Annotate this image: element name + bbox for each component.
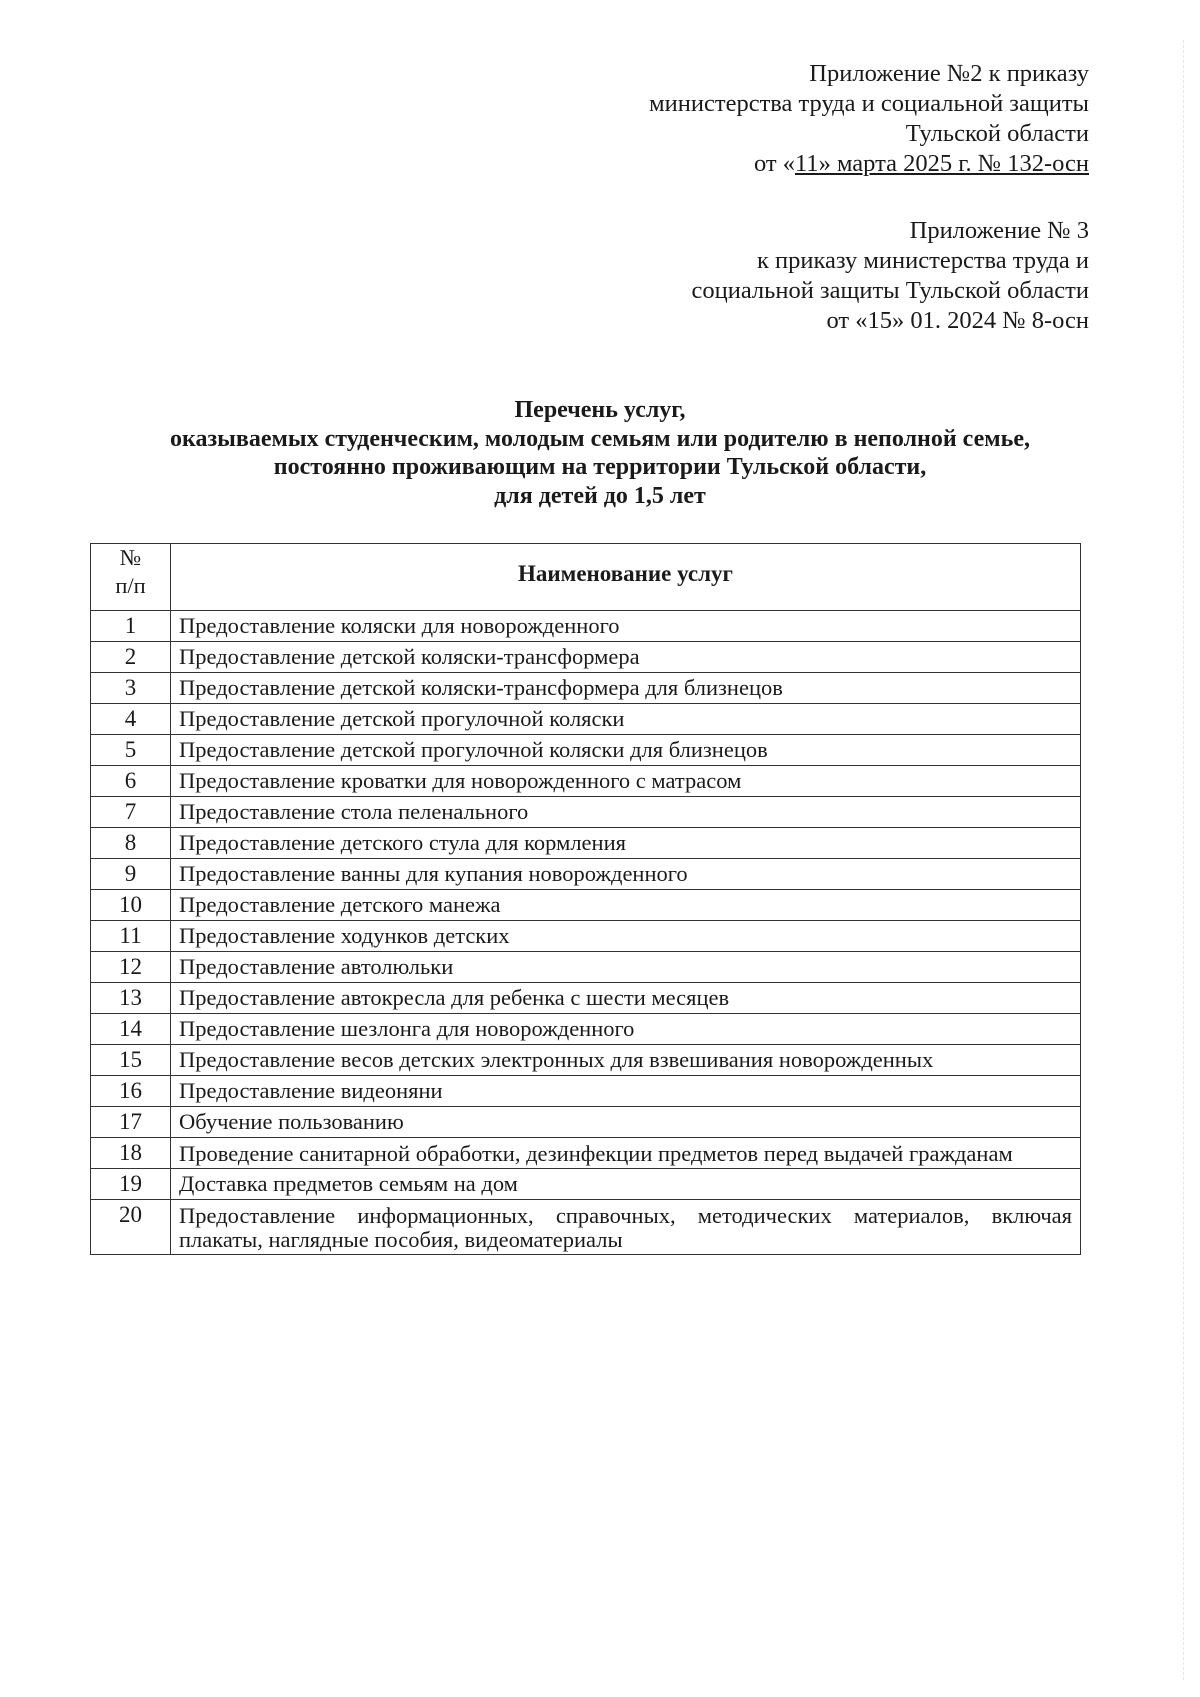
service-name: Предоставление весов детских электронных для взвешивания новорожденных xyxy=(171,1045,1081,1076)
service-name: Предоставление коляски для новорожденного xyxy=(171,611,1081,642)
table-body xyxy=(91,611,1081,1255)
row-number: 14 xyxy=(91,1014,171,1045)
appendix-header-line: социальной защиты Тульской области xyxy=(691,277,1089,304)
service-name: Предоставление автокресла для ребенка с шести месяцев xyxy=(171,983,1081,1014)
services-table xyxy=(90,543,1081,1255)
row-number: 4 xyxy=(91,704,171,735)
service-name: Обучение пользованию xyxy=(171,1107,1081,1138)
row-number: 11 xyxy=(91,921,171,952)
title-line: оказываемых студенческим, молодым семьям или родителю в неполной семье, xyxy=(170,425,1030,452)
date-suffix: » марта 2025 г. № 132-осн xyxy=(818,150,1089,177)
appendix-header-2024 xyxy=(692,216,1090,336)
table-row xyxy=(91,828,1081,859)
table-row xyxy=(91,735,1081,766)
row-number: 18 xyxy=(91,1138,171,1169)
scan-edge-line xyxy=(1183,40,1185,1680)
service-name: Предоставление информационных, справочных, методических материалов, включая плакаты, наглядные пособия, видеоматериалы xyxy=(171,1200,1081,1255)
service-name: Предоставление детской прогулочной коляски для близнецов xyxy=(171,735,1081,766)
appendix-header-line: Приложение №2 к приказу xyxy=(809,60,1089,87)
appendix-header-line: к приказу министерства труда и xyxy=(756,247,1089,274)
table-row xyxy=(91,1014,1081,1045)
service-name: Предоставление детского стула для кормления xyxy=(171,828,1081,859)
date-day: 11 xyxy=(794,150,819,177)
title-line: Перечень услуг, xyxy=(514,397,686,423)
service-name: Предоставление детского манежа xyxy=(171,890,1081,921)
appendix-header-line: Тульской области xyxy=(905,120,1089,147)
row-number: 15 xyxy=(91,1045,171,1076)
column-header-service-name: Наименование услуг xyxy=(171,544,1081,611)
service-name: Предоставление ванны для купания новорожденного xyxy=(171,859,1081,890)
table-row xyxy=(91,1076,1081,1107)
service-name: Проведение санитарной обработки, дезинфекции предметов перед выдачей гражданам xyxy=(171,1138,1081,1169)
row-number: 17 xyxy=(91,1107,171,1138)
row-number: 10 xyxy=(91,890,171,921)
table-header-row xyxy=(91,544,1081,611)
service-name: Предоставление шезлонга для новорожденного xyxy=(171,1014,1081,1045)
title-line: для детей до 1,5 лет xyxy=(494,482,706,509)
row-number: 5 xyxy=(91,735,171,766)
service-name: Предоставление ходунков детских xyxy=(171,921,1081,952)
appendix-header-line: от «15» 01. 2024 № 8-осн xyxy=(826,307,1089,334)
row-number: 3 xyxy=(91,673,171,704)
table-row xyxy=(91,1200,1081,1255)
row-number: 7 xyxy=(91,797,171,828)
appendix-header-line: Приложение № 3 xyxy=(909,217,1089,244)
service-name: Предоставление кроватки для новорожденного с матрасом xyxy=(171,766,1081,797)
row-number: 8 xyxy=(91,828,171,859)
table-row xyxy=(91,983,1081,1014)
document-title xyxy=(90,396,1110,510)
row-number: 20 xyxy=(91,1200,171,1255)
table-row xyxy=(91,859,1081,890)
column-header-number: № п/п xyxy=(91,544,171,611)
service-name: Предоставление детской коляски-трансформера для близнецов xyxy=(171,673,1081,704)
title-line: постоянно проживающим на территории Тульской области, xyxy=(273,454,927,480)
table-row xyxy=(91,952,1081,983)
table-row xyxy=(91,1045,1081,1076)
row-number: 12 xyxy=(91,952,171,983)
table-row xyxy=(91,921,1081,952)
row-number: 13 xyxy=(91,983,171,1014)
row-number: 1 xyxy=(91,611,171,642)
table-row xyxy=(91,1138,1081,1169)
service-name: Предоставление стола пеленального xyxy=(171,797,1081,828)
date-prefix: от « xyxy=(753,150,795,177)
table-row xyxy=(91,797,1081,828)
service-name: Предоставление видеоняни xyxy=(171,1076,1081,1107)
service-name: Предоставление автолюльки xyxy=(171,952,1081,983)
row-number: 16 xyxy=(91,1076,171,1107)
appendix-header-line: министерства труда и социальной защиты xyxy=(649,90,1089,117)
row-number: 6 xyxy=(91,766,171,797)
table-row xyxy=(91,766,1081,797)
service-name: Предоставление детской коляски-трансформера xyxy=(171,642,1081,673)
table-row xyxy=(91,704,1081,735)
appendix-header-date-line xyxy=(649,149,1089,179)
table-row xyxy=(91,611,1081,642)
table-row xyxy=(91,1169,1081,1200)
row-number: 19 xyxy=(91,1169,171,1200)
service-name: Предоставление детской прогулочной коляски xyxy=(171,704,1081,735)
table-row xyxy=(91,642,1081,673)
table-row xyxy=(91,1107,1081,1138)
table-row xyxy=(91,673,1081,704)
row-number: 9 xyxy=(91,859,171,890)
service-name: Доставка предметов семьям на дом xyxy=(171,1169,1081,1200)
appendix-header-2025 xyxy=(649,59,1089,179)
table-row xyxy=(91,890,1081,921)
row-number: 2 xyxy=(91,642,171,673)
